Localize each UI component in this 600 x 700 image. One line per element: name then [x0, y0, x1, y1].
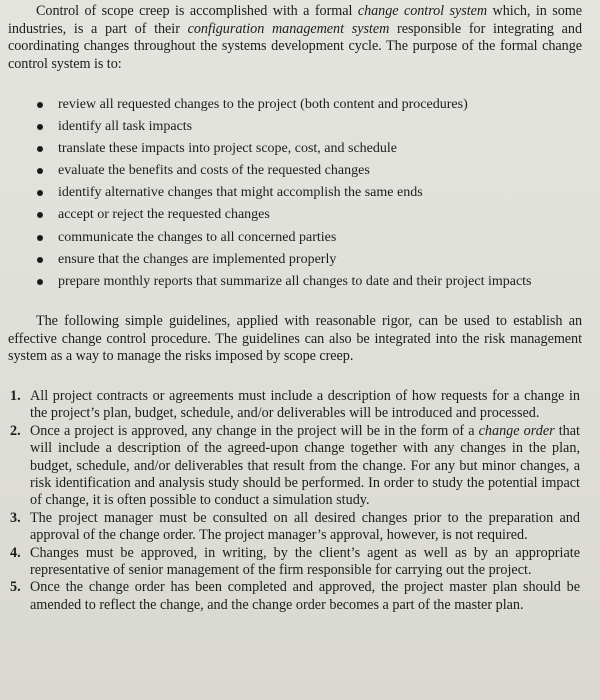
- item-text: Changes must be approved, in writing, by the client’s agent as well as by an appropriate representative of senior management of the firm responsible for carrying out the project.: [30, 544, 580, 579]
- bullet-dot-icon: [37, 124, 43, 130]
- numbered-item-4: [10, 545, 580, 580]
- bullet-text: communicate the changes to all concerned parties: [58, 229, 337, 245]
- bullet-dot-icon: [37, 168, 43, 174]
- bullet-item: [36, 140, 596, 162]
- bullet-dot-icon: [37, 146, 43, 152]
- intro-text-part1: Control of scope creep is accomplished with a formal: [36, 3, 358, 19]
- bullet-item: [36, 206, 596, 228]
- bullet-item: [36, 184, 596, 206]
- item-text: Once the change order has been completed and approved, the project master plan should be amended to reflect the change, and the change order becomes a part of the master plan.: [30, 579, 580, 613]
- bullet-dot-icon: [37, 235, 43, 241]
- item-number: 1.: [10, 388, 21, 404]
- purpose-bullet-list: [36, 96, 596, 295]
- bullet-item: [36, 229, 596, 251]
- bullet-text: evaluate the benefits and costs of the requested changes: [58, 163, 370, 179]
- bullet-item: [36, 162, 596, 184]
- numbered-item-5: [10, 579, 580, 614]
- item-text-post: that will include a description of the agreed-upon change together with any changes in the plan, budget, schedule, and/or deliverables that result from the change. For any but minor changes, a risk identification and analysis study should be performed. In order to study the potential impact of change, it is often possible to conduct a simulation study.: [30, 422, 580, 509]
- bullet-text: review all requested changes to the project (both content and procedures): [58, 97, 468, 112]
- intro-italic-change-control-system: change control system: [357, 3, 488, 19]
- bullet-dot-icon: [37, 257, 43, 263]
- item-number: 4.: [10, 544, 21, 561]
- intro-paragraph: [8, 3, 582, 73]
- bullet-text: identify all task impacts: [58, 119, 193, 135]
- bullet-text: accept or reject the requested changes: [58, 207, 270, 223]
- bullet-text: prepare monthly reports that summarize all changes to date and their project impacts: [58, 273, 532, 289]
- bullet-item: [36, 96, 596, 118]
- item-number: 5.: [10, 579, 21, 596]
- item-text-pre: Once a project is approved, any change in the project will be in the form of a: [30, 422, 479, 439]
- intro-italic-configuration-management-system: configuration management system: [187, 20, 390, 37]
- guidelines-paragraph: The following simple guidelines, applied with reasonable rigor, can be used to establish an effective change control procedure. The guidelines can also be integrated into the risk management system as a way to manage the risks imposed by scope creep.: [8, 313, 582, 365]
- bullet-text: identify alternative changes that might accomplish the same ends: [58, 185, 423, 201]
- numbered-item-1: [10, 388, 580, 423]
- item-text: The project manager must be consulted on all desired changes prior to the preparation and approval of the change order. The project manager’s approval, however, is not required.: [30, 509, 580, 544]
- bullet-dot-icon: [37, 212, 43, 218]
- bullet-dot-icon: [37, 279, 43, 285]
- numbered-item-2: [10, 423, 580, 510]
- bullet-dot-icon: [37, 190, 43, 196]
- bullet-text: ensure that the changes are implemented properly: [58, 251, 337, 267]
- item-number: 2.: [10, 422, 21, 439]
- bullet-dot-icon: [37, 102, 43, 108]
- guidelines-numbered-list: [10, 388, 580, 614]
- bullet-item: [36, 118, 596, 140]
- intro-text-part3: responsible for integrating and coordinating changes throughout the systems development cycle. The purpose of the formal change control system is to:: [8, 20, 582, 72]
- item-text: All project contracts or agreements must include a description of how requests for a change in the project’s plan, budget, schedule, and/or deliverables will be introduced and processed.: [30, 388, 580, 422]
- bullet-item: [36, 251, 596, 273]
- numbered-item-3: [10, 510, 580, 545]
- item-italic-change-order: change order: [478, 422, 555, 439]
- item-number: 3.: [10, 509, 21, 526]
- intro-text-part2: which, in some industries, is a part of their: [8, 3, 582, 37]
- bullet-text: translate these impacts into project scope, cost, and schedule: [58, 141, 398, 157]
- bullet-item: [36, 273, 596, 295]
